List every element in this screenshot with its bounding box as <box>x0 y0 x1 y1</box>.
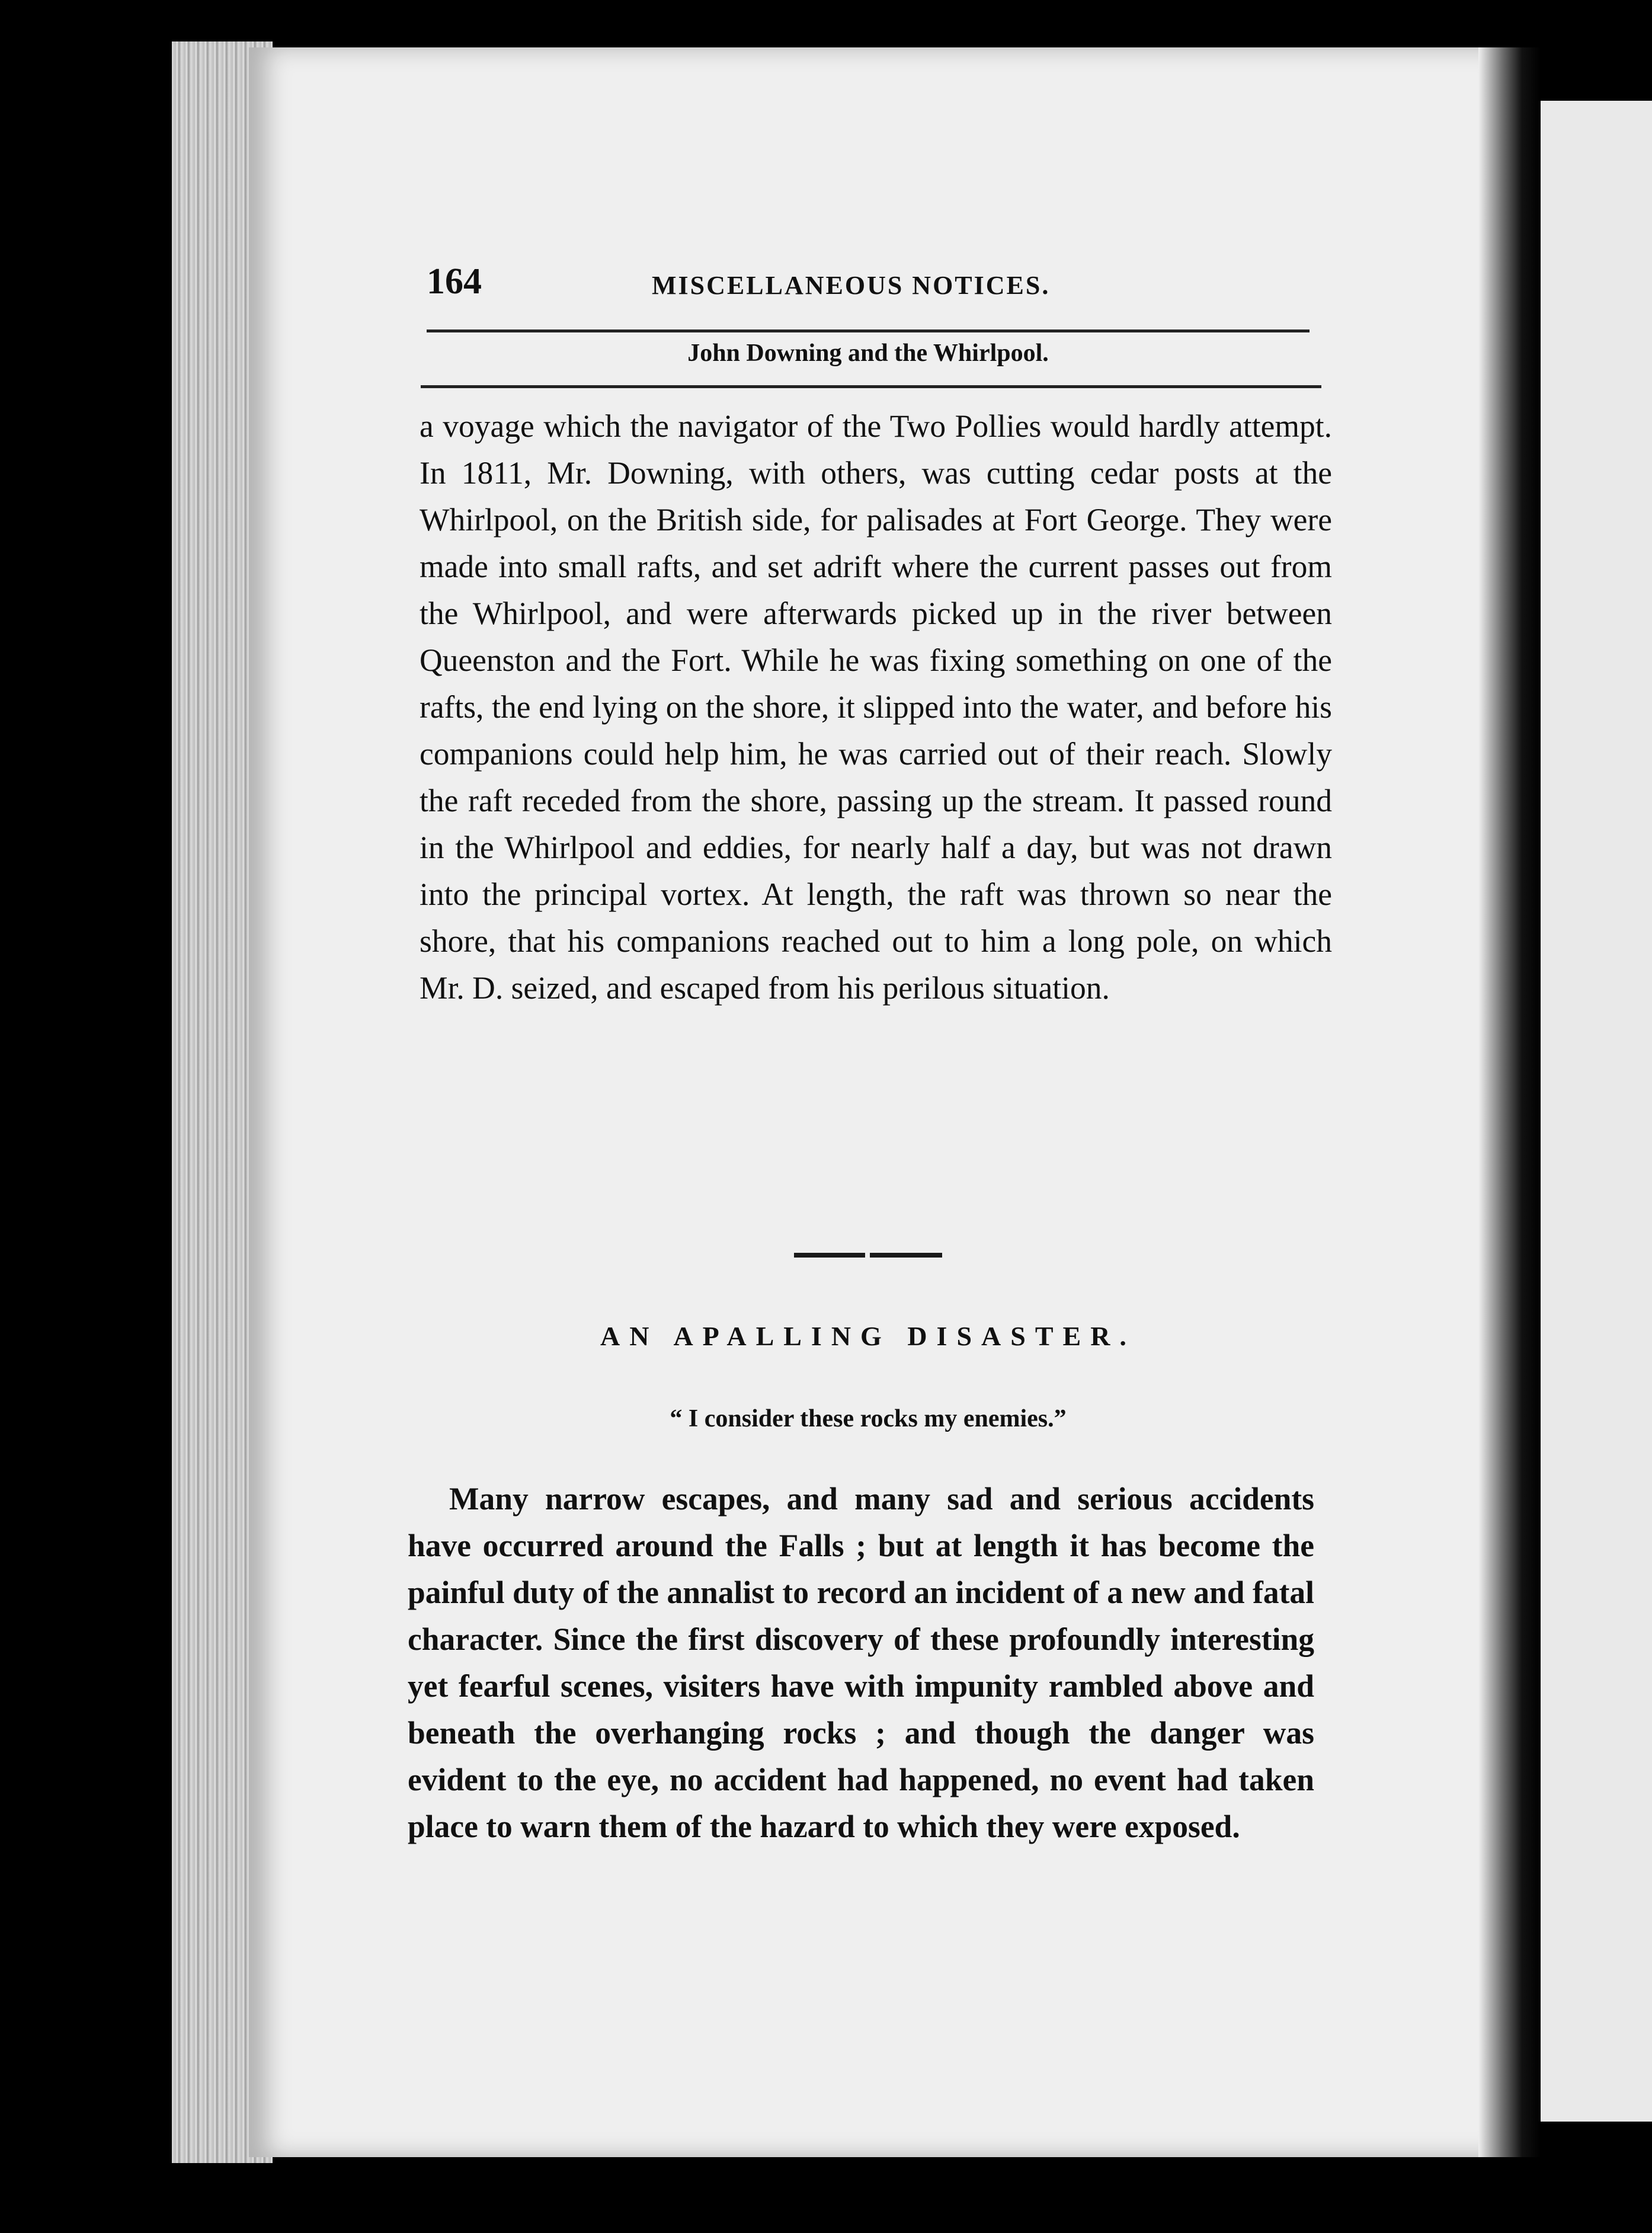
section-heading: John Downing and the Whirlpool. <box>687 340 1049 367</box>
header-rule-bottom <box>421 385 1321 388</box>
section-separator <box>794 1253 942 1258</box>
running-title: MISCELLANEOUS NOTICES. <box>652 271 1051 300</box>
page-header <box>427 261 1315 308</box>
epigraph: “ I consider these rocks my enemies.” <box>670 1405 1067 1432</box>
body-paragraph-2-text: Many narrow escapes, and many sad and serious accidents have occurred around the Falls ; but at length it has become the painful duty of the annalist to record an incident of a new and fatal character. Since the first discovery of these profoundly interesting yet fearful scenes, visiters have with impunity rambled above and beneath the overhanging rocks ; and though the danger was evident to the eye, no accident had happened, no event had taken place to warn them of the hazard to which they were exposed. <box>408 1481 1314 1844</box>
body-paragraph-2 <box>408 1476 1314 1850</box>
body-paragraph-1: a voyage which the navigator of the Two Pollies would hardly attempt. In 1811, Mr. Downing, with others, was cutting cedar posts at the Whirlpool, on the British side, for palisades at Fort George. They were made into small rafts, and set adrift where the current passes out from the Whirlpool, and were afterwards picked up in the river between Queenston and the Fort. While he was fixing something on one of the rafts, the end lying on the shore, it slipped into the water, and before his companions could help him, he was carried out of their reach. Slowly the raft receded from the shore, passing up the stream. It passed round in the Whirlpool and eddies, for nearly half a day, but was not drawn into the principal vortex. At length, the raft was thrown so near the shore, that his companions reached out to him a long pole, on which Mr. D. seized, and escaped from his perilous situation. <box>420 408 1332 1006</box>
gutter-shadow <box>1478 47 1541 2157</box>
article-heading: AN APALLING DISASTER. <box>600 1321 1136 1351</box>
facing-page-edge <box>1541 101 1652 2122</box>
header-rule-top <box>427 329 1310 332</box>
page-number: 164 <box>427 261 482 302</box>
